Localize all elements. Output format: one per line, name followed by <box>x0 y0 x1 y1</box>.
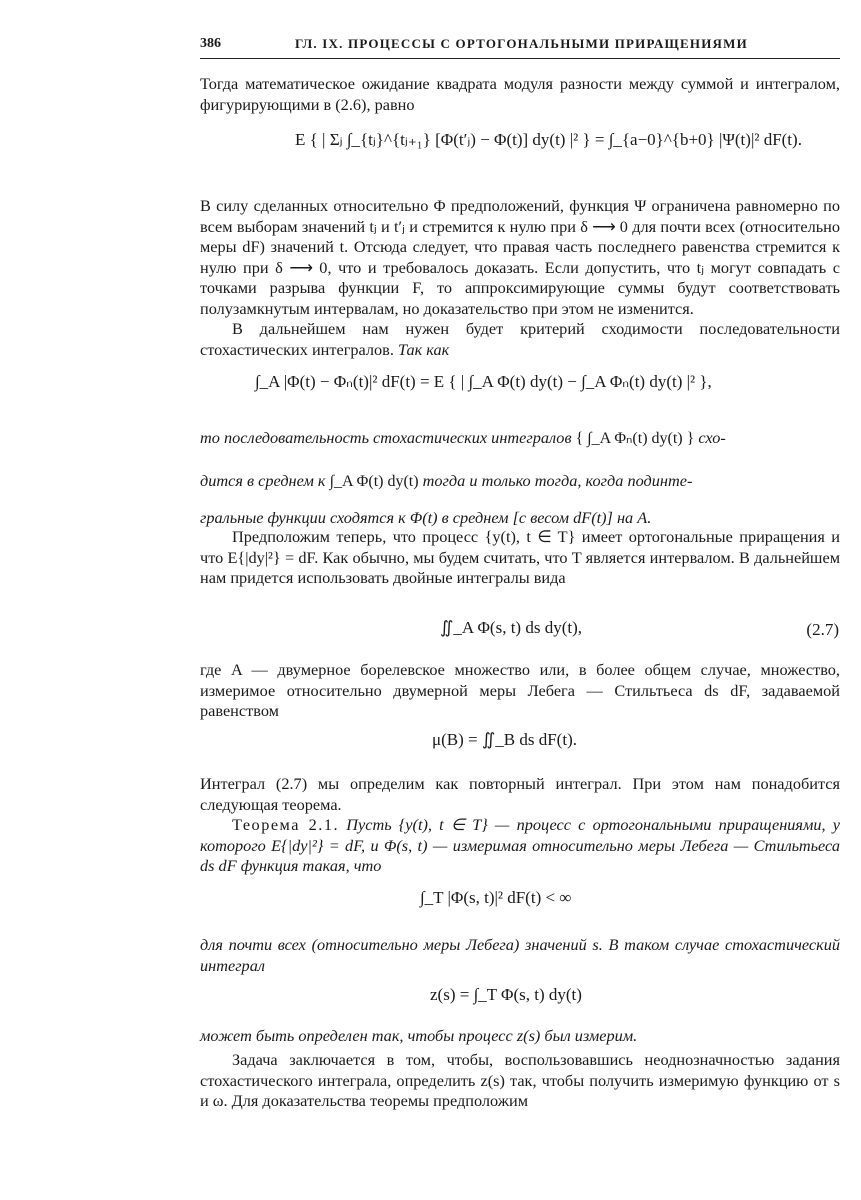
theorem-label: Теорема 2.1. <box>232 815 340 834</box>
paragraph-4-line-2 <box>200 471 840 493</box>
paragraph-5: Предположим теперь, что процесс {y(t), t ∈ T} имеет ортогональные приращения и что E{|dy|²} = dF. Как обычно, мы будем считать, что T является интервалом. В дальнейшем нам придется использовать двойные интегралы вида <box>200 527 840 587</box>
paragraph-3-text: В дальнейшем нам нужен будет критерий сходимости последовательности стохастических интегралов. <box>200 319 840 359</box>
chapter-title: ГЛ. IX. ПРОЦЕССЫ С ОРТОГОНАЛЬНЫМИ ПРИРАЩЕНИЯМИ <box>295 36 748 51</box>
paragraph-4-c: дится в среднем к <box>200 471 326 490</box>
paragraph-3 <box>200 319 840 360</box>
paragraph-4-line-1 <box>200 428 840 450</box>
formula-mean-square: ∫_A |Φ(t) − Φₙ(t)|² dF(t) = E { | ∫_A Φ(t) dy(t) − ∫_A Φₙ(t) dy(t) |² }, <box>255 372 712 391</box>
paragraph-4-e: гральные функции сходятся к Φ(t) в среднем [с весом dF(t)] на A. <box>200 508 652 527</box>
formula-integrability: ∫_T |Φ(s, t)|² dF(t) < ∞ <box>420 888 572 907</box>
paragraph-3-tail: Так как <box>398 339 450 359</box>
paragraph-4-a: то последовательность стохастических интегралов <box>200 428 572 447</box>
paragraph-8: для почти всех (относительно меры Лебега) значений s. В таком случае стохастический интеграл <box>200 935 840 975</box>
paragraph-2: В силу сделанных относительно Φ предположений, функция Ψ ограничена равномерно по всем выборам значений tⱼ и t′ⱼ и стремится к нулю при δ ⟶ 0 для почти всех (относительно меры dF) значений t. Отсюда следует, что правая часть последнего равенства стремится к нулю при δ ⟶ 0, что и требовалось доказать. Если допустить, что tⱼ могут совпадать с точками разрыва функции F, то аппроксимирующие суммы будут соответствовать полузамкнутым интервалам, но доказательство при этом не изменится. <box>200 196 840 318</box>
formula-stochastic-integral: z(s) = ∫_T Φ(s, t) dy(t) <box>430 985 582 1004</box>
formula-measure: μ(B) = ∬_B ds dF(t). <box>432 730 577 749</box>
formula-expectation-sum: E { | Σⱼ ∫_{tⱼ}^{tⱼ₊₁} [Φ(t′ⱼ) − Φ(t)] dy(t) |² } = ∫_{a−0}^{b+0} |Ψ(t)|² dF(t). <box>295 130 802 149</box>
formula-limit-integral: ∫_A Φ(t) dy(t) <box>329 473 419 490</box>
paragraph-10: Задача заключается в том, чтобы, воспользовавшись неоднозначностью задания стохастического интеграла, определить z(s) так, чтобы получить измеримую функцию от s и ω. Для доказательства теоремы предположим <box>200 1050 840 1110</box>
paragraph-9: может быть определен так, чтобы процесс z(s) был измерим. <box>200 1026 638 1045</box>
equation-number: (2.7) <box>806 620 839 639</box>
paragraph-1: Тогда математическое ожидание квадрата модуля разности между суммой и интегралом, фигурирующими в (2.6), равно <box>200 74 840 114</box>
paragraph-7: Интеграл (2.7) мы определим как повторный интеграл. При этом нам понадобится следующая теорема. <box>200 774 840 814</box>
theorem-2-1 <box>200 815 840 877</box>
formula-sequence: { ∫_A Φₙ(t) dy(t) } <box>575 430 695 447</box>
page-number: 386 <box>200 36 221 51</box>
paragraph-6: где A — двумерное борелевское множество или, в более общем случае, множество, измеримое относительно двумерной меры Лебега — Стильтьеса ds dF, задаваемой равенством <box>200 660 840 720</box>
running-header <box>200 36 840 59</box>
formula-double-integral: ∬_A Φ(s, t) ds dy(t), <box>440 618 583 637</box>
paragraph-4-b: схо- <box>698 428 726 447</box>
theorem-text: Пусть {y(t), t ∈ T} — процесс с ортогональными приращениями, у которого E{|dy|²} = dF, и Φ(s, t) — измеримая относительно меры Лебега — Стильтьеса ds dF функция такая, что <box>200 815 840 875</box>
paragraph-4-d: тогда и только тогда, когда подинте- <box>422 471 693 490</box>
